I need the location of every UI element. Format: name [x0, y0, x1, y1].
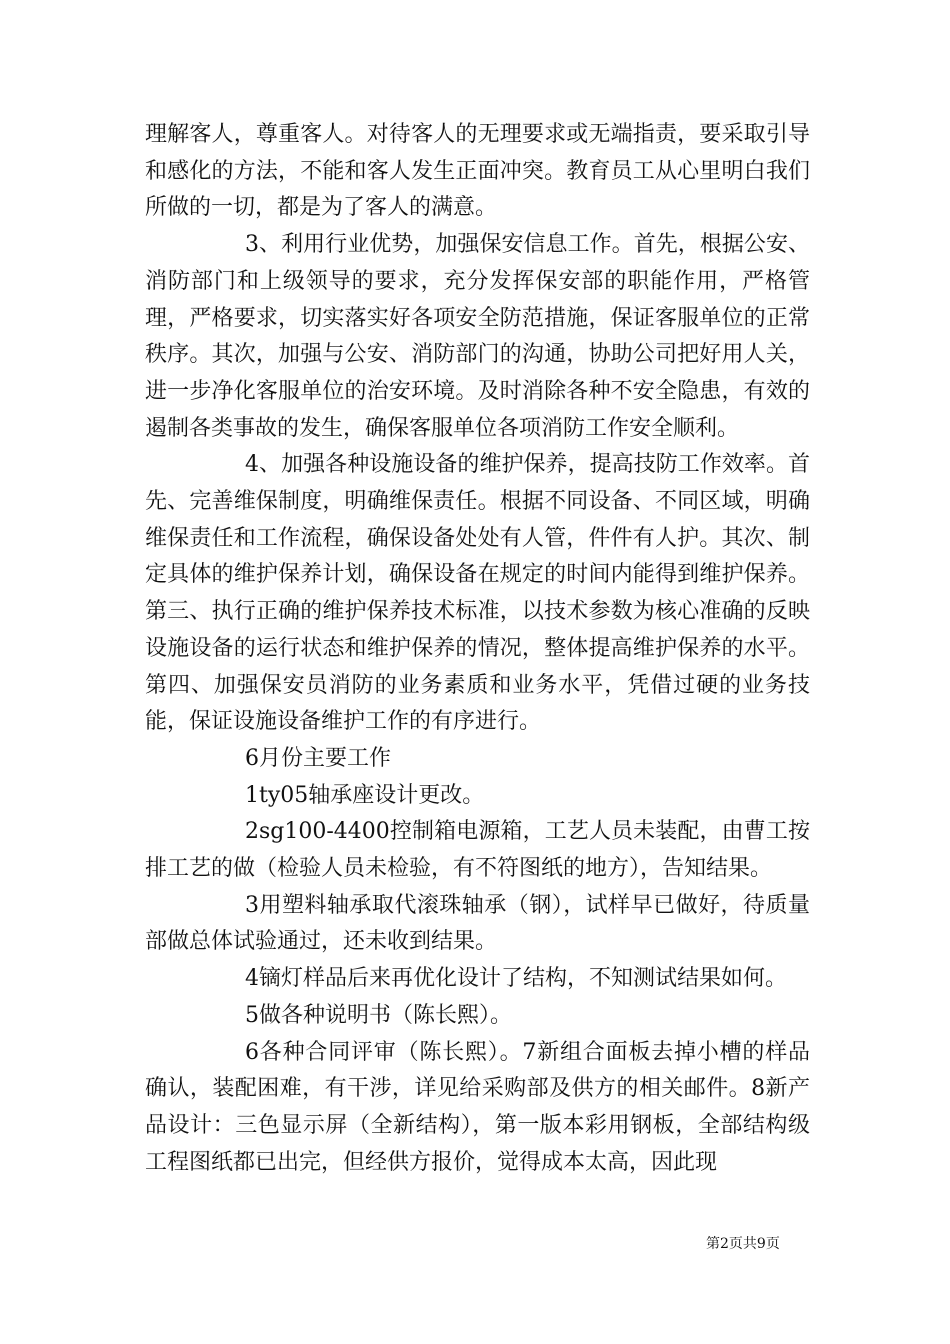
section-heading-june-work: 6月份主要工作: [245, 745, 391, 771]
list-item-5: 5做各种说明书（陈长熙）。: [245, 1002, 512, 1028]
list-item-3: 3用塑料轴承取代滚珠轴承（钢），试样早已做好，待质量部做总体试验通过，还未收到结果。: [145, 892, 810, 955]
document-body: [145, 117, 810, 1181]
list-item-4: 4镝灯样品后来再优化设计了结构，不知测试结果如何。: [245, 966, 787, 992]
list-item-2: 2sg100-4400控制箱电源箱，工艺人员未装配，由曹工按排工艺的做（检验人员未检验，有不符图纸的地方），告知结果。: [145, 819, 810, 882]
page-number: 第2页共9页: [706, 1236, 780, 1252]
paragraph-equipment-maintenance: 4、加强各种设施设备的维护保养，提高技防工作效率。首先、完善维保制度，明确维保责任。根据不同设备、不同区域，明确维保责任和工作流程，确保设备处处有人管，件件有人护。其次、制定具体的维护保养计划，确保设备在规定的时间内能得到维护保养。第三、执行正确的维护保养技术标准，以技术参数为核心准确的反映设施设备的运行状态和维护保养的情况，整体提高维护保养的水平。第四、加强保安员消防的业务素质和业务水平，凭借过硬的业务技能，保证设施设备维护工作的有序进行。: [145, 452, 810, 735]
paragraph-customer-service: 理解客人，尊重客人。对待客人的无理要求或无端指责，要采取引导和感化的方法，不能和客人发生正面冲突。教育员工从心里明白我们所做的一切，都是为了客人的满意。: [145, 122, 810, 221]
paragraph-security-info: 3、利用行业优势，加强保安信息工作。首先，根据公安、消防部门和上级领导的要求，充分发挥保安部的职能作用，严格管理，严格要求，切实落实好各项安全防范措施，保证客服单位的正常秩序。其次，加强与公安、消防部门的沟通，协助公司把好用人关，进一步净化客服单位的治安环境。及时消除各种不安全隐患，有效的遏制各类事故的发生，确保客服单位各项消防工作安全顺利。: [145, 232, 810, 441]
list-item-6-8: 6各种合同评审（陈长熙）。7新组合面板去掉小槽的样品确认，装配困难，有干涉，详见给采购部及供方的相关邮件。8新产品设计：三色显示屏（全新结构），第一版本彩用钢板，全部结构级工程图纸都已出完，但经供方报价，觉得成本太高，因此现: [145, 1039, 810, 1175]
list-item-1: 1ty05轴承座设计更改。: [245, 782, 485, 808]
